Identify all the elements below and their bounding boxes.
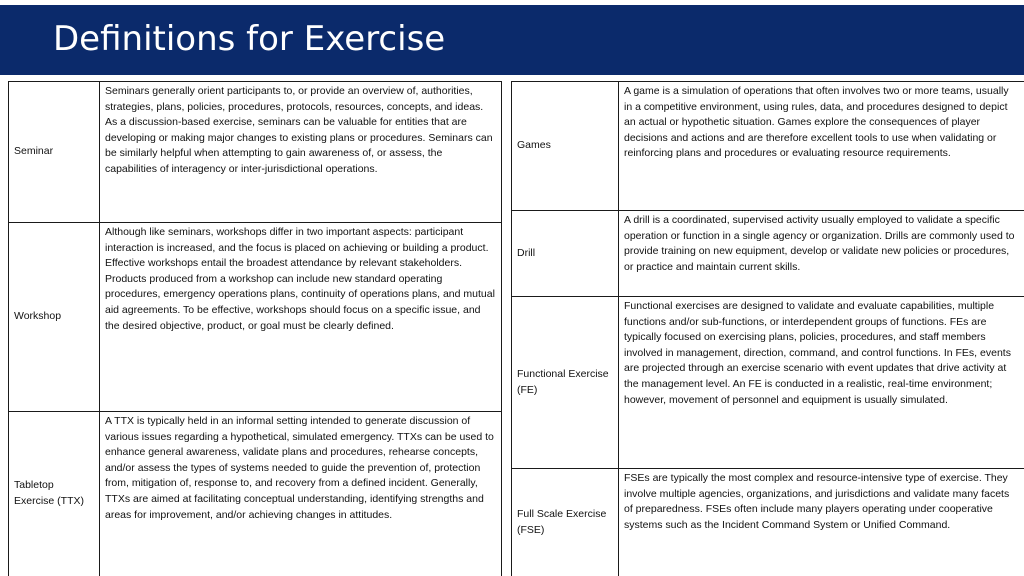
term-cell: Workshop	[9, 223, 100, 412]
left-definitions-table	[8, 81, 502, 576]
term-cell: Functional Exercise (FE)	[512, 297, 619, 469]
table-row-tabletop	[9, 412, 502, 576]
table-row-workshop	[9, 223, 502, 412]
slide-title: Definitions for Exercise	[53, 19, 446, 59]
definition-cell: A TTX is typically held in an informal setting intended to generate discussion of various issues regarding a hypothetical, simulated emergency. TTXs can be used to enhance general awareness, validate plans and procedures, rehearse concepts, and/or assess the types of systems needed to guide the prevention of, protection from, mitigation of, response to, and recovery from a defined incident. Generally, TTXs are aimed at facilitating conceptual understanding, identifying strengths and areas for improvement, and/or achieving changes in attitudes.	[100, 412, 502, 576]
term-cell: Seminar	[9, 82, 100, 223]
title-bar	[0, 5, 1024, 75]
table-row-functional-exercise	[512, 297, 1024, 469]
right-definitions-table	[511, 81, 1024, 576]
table-row-games	[512, 82, 1024, 211]
definition-cell: A drill is a coordinated, supervised activity usually employed to validate a specific operation or function in a single agency or organization. Drills are commonly used to provide training on new equipment, develop or validate new policies or procedures, or practice and maintain current skills.	[619, 211, 1024, 297]
definition-cell: Although like seminars, workshops differ in two important aspects: participant interaction is increased, and the focus is placed on achieving or building a product. Effective workshops entail the broadest attendance by relevant stakeholders. Products produced from a workshop can include new standard operating procedures, emergency operations plans, continuity of operations plans, and mutual aid agreements. To be effective, workshops should focus on a specific issue, and the desired objective, product, or goal must be clearly defined.	[100, 223, 502, 412]
term-cell: Games	[512, 82, 619, 211]
term-cell: Full Scale Exercise (FSE)	[512, 469, 619, 576]
definition-cell: FSEs are typically the most complex and resource-intensive type of exercise. They involve multiple agencies, organizations, and jurisdictions and validate many facets of preparedness. FSEs often include many players operating under cooperative systems such as the Incident Command System or Unified Command.	[619, 469, 1024, 576]
term-cell: Drill	[512, 211, 619, 297]
definition-cell: Seminars generally orient participants to, or provide an overview of, authorities, strategies, plans, policies, procedures, protocols, resources, concepts, and ideas. As a discussion-based exercise, seminars can be valuable for entities that are developing or making major changes to existing plans or procedures. Seminars can be similarly helpful when attempting to gain awareness of, or assess, the capabilities of interagency or inter-jurisdictional operations.	[100, 82, 502, 223]
definition-cell: A game is a simulation of operations that often involves two or more teams, usually in a competitive environment, using rules, data, and procedures designed to depict an actual or hypothetic situation. Games explore the consequences of player decisions and actions and are therefore excellent tools to use when validating or reinforcing plans and procedures or evaluating resource requirements.	[619, 82, 1024, 211]
table-row-seminar	[9, 82, 502, 223]
table-row-drill	[512, 211, 1024, 297]
definition-cell: Functional exercises are designed to validate and evaluate capabilities, multiple functions and/or sub-functions, or interdependent groups of functions. FEs are typically focused on exercising plans, policies, procedures, and staff members involved in management, direction, command, and control functions. In FEs, events are projected through an exercise scenario with event updates that drive activity at the management level. An FE is conducted in a realistic, real-time environment; however, movement of personnel and equipment is usually simulated.	[619, 297, 1024, 469]
term-cell: Tabletop Exercise (TTX)	[9, 412, 100, 576]
table-row-full-scale-exercise	[512, 469, 1024, 576]
